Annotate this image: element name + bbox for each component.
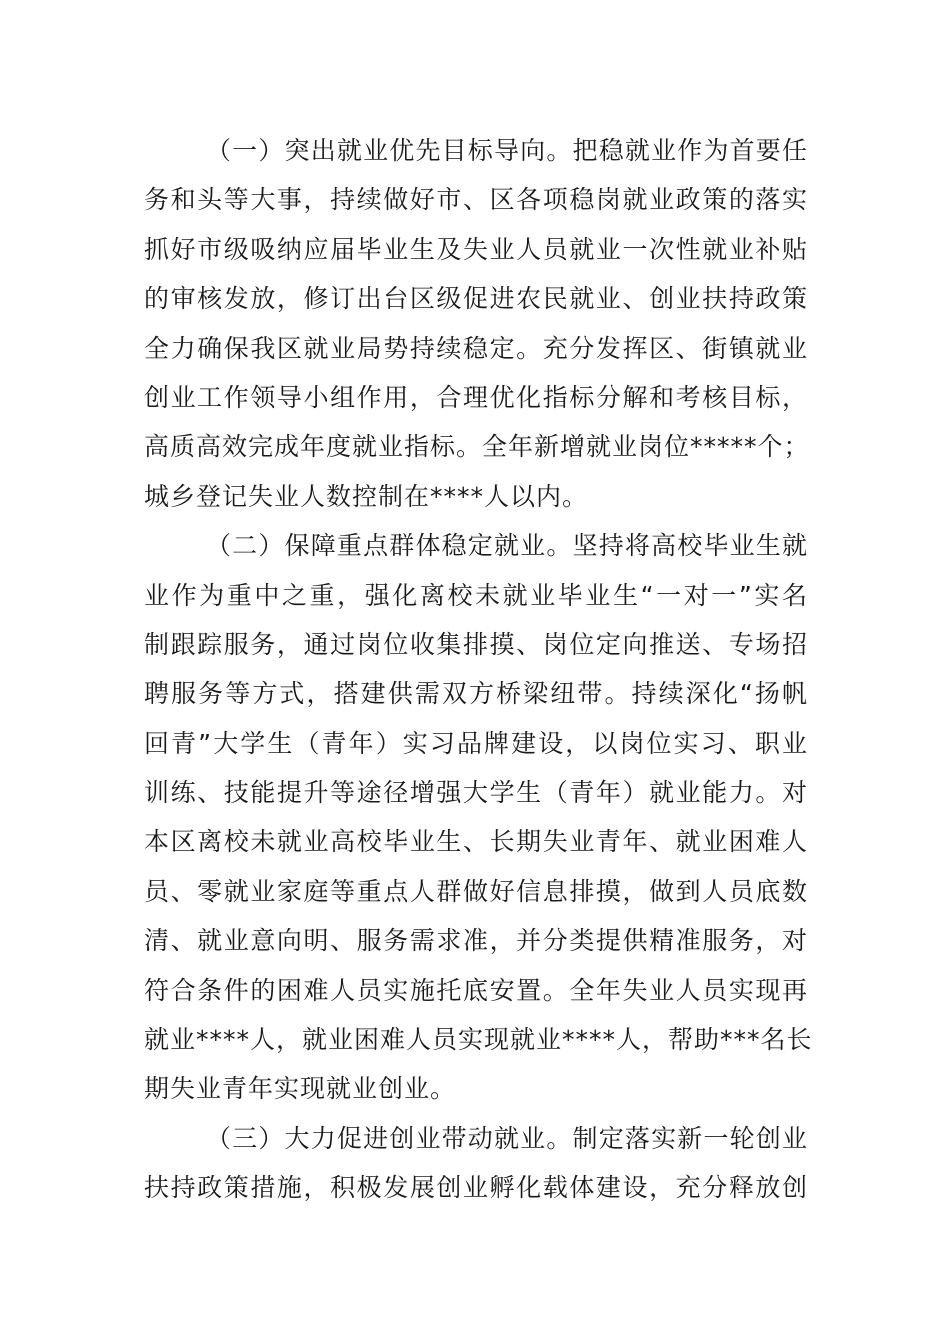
text-line: 训练、技能提升等途径增强大学生（青年）就业能力。对 (144, 778, 808, 808)
text-line: 业作为重中之重，强化离校未就业毕业生“一对一”实名 (144, 580, 808, 610)
text-line: 清、就业意向明、服务需求准，并分类提供精准服务，对 (144, 926, 808, 956)
text-line: 聘服务等方式，搭建供需双方桥梁纽带。持续深化“扬帆 (144, 679, 808, 709)
paragraph-entrepreneurship (144, 1114, 808, 1213)
text-line: （二）保障重点群体稳定就业。坚持将高校毕业生就 (206, 531, 808, 561)
text-line: 高质高效完成年度就业指标。全年新增就业岗位*****个； (144, 432, 810, 462)
text-line: 期失业青年实现就业创业。 (144, 1074, 457, 1104)
text-line: （一）突出就业优先目标导向。把稳就业作为首要任 (206, 136, 808, 165)
paragraph-key-groups (144, 521, 813, 1114)
text-line: 符合条件的困难人员实施托底安置。全年失业人员实现再 (144, 975, 808, 1005)
text-line: （三）大力促进创业带动就业。制定落实新一轮创业 (206, 1123, 808, 1153)
text-line: 全力确保我区就业局势持续稳定。充分发挥区、街镇就业 (144, 333, 808, 363)
text-line: 城乡登记失业人数控制在****人以内。 (144, 481, 589, 511)
text-line: 回青”大学生（青年）实习品牌建设，以岗位实习、职业 (144, 728, 808, 758)
text-line: 扶持政策措施，积极发展创业孵化载体建设，充分释放创 (144, 1173, 808, 1203)
text-line: 就业****人，就业困难人员实现就业****人，帮助***名长 (144, 1025, 813, 1055)
text-line: 制跟踪服务，通过岗位收集排摸、岗位定向推送、专场招 (144, 629, 808, 659)
text-line: 员、零就业家庭等重点人群做好信息排摸，做到人员底数 (144, 876, 808, 906)
text-line: 创业工作领导小组作用，合理优化指标分解和考核目标， (144, 382, 808, 412)
text-line: 本区离校未就业高校毕业生、长期失业青年、就业困难人 (144, 827, 808, 857)
text-line: 的审核发放，修订出台区级促进农民就业、创业扶持政策 (144, 284, 808, 314)
paragraph-employment-priority (144, 126, 808, 521)
document-body (144, 126, 813, 1213)
text-line: 抓好市级吸纳应届毕业生及失业人员就业一次性就业补贴 (144, 234, 808, 264)
text-line: 务和头等大事，持续做好市、区各项稳岗就业政策的落实 (144, 185, 808, 215)
